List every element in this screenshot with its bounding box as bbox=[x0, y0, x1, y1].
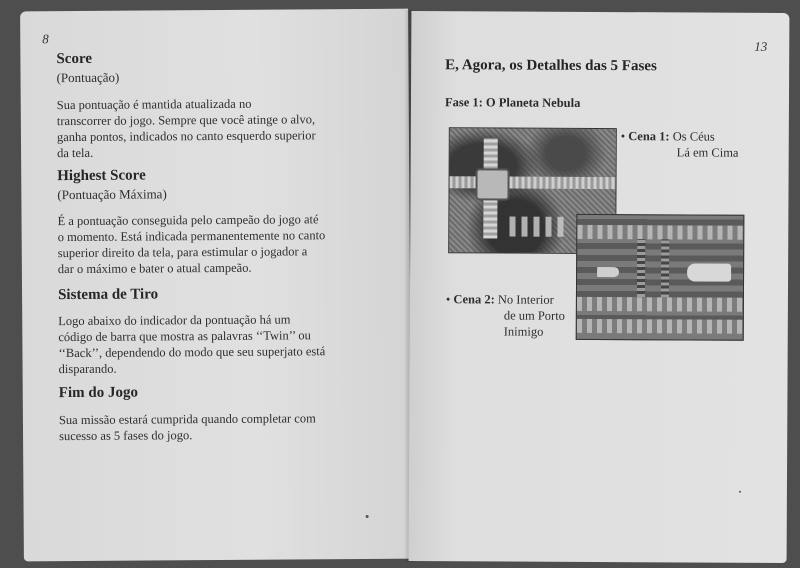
scene-text-line: No Interior bbox=[497, 292, 554, 307]
left-page bbox=[20, 9, 412, 562]
text-line: ganha pontos, indicados no canto esquerdo superior bbox=[56, 128, 316, 145]
paragraph-sistema-de-tiro bbox=[58, 311, 378, 377]
scene-text-line: de um Porto bbox=[503, 308, 565, 323]
scene-text-line: Lá em Cima bbox=[676, 145, 739, 160]
text-line: Sua missão estará cumprida quando completar com bbox=[58, 411, 316, 428]
section-title-sistema-de-tiro: Sistema de Tiro bbox=[58, 286, 159, 304]
paragraph-fim-do-jogo bbox=[59, 410, 379, 444]
screenshot-detail bbox=[637, 239, 645, 297]
paper-speck bbox=[739, 491, 741, 493]
scene-caption-1 bbox=[621, 128, 739, 161]
scene-caption-2 bbox=[446, 291, 565, 340]
screenshot-detail bbox=[577, 319, 743, 334]
text-line: transcorrer do jogo. Sempre que você atinge o alvo, bbox=[56, 112, 316, 129]
text-line: dar o máximo e bater o atual campeão. bbox=[57, 260, 252, 277]
page-number-right: 13 bbox=[754, 38, 768, 54]
screenshot-detail bbox=[475, 168, 509, 200]
paper-speck bbox=[366, 515, 369, 518]
scene-label: Cena 1: bbox=[628, 129, 670, 144]
scene-label: Cena 2: bbox=[453, 292, 495, 307]
bullet: • bbox=[620, 129, 626, 144]
screenshot-detail bbox=[509, 217, 569, 237]
section-subtitle-score: (Pontuação) bbox=[56, 69, 120, 86]
text-line: disparando. bbox=[58, 361, 117, 377]
section-title-highest-score: Highest Score bbox=[57, 167, 146, 185]
text-line: É a pontuação conseguida pelo campeão do jogo até bbox=[57, 212, 319, 229]
page-number-left: 8 bbox=[42, 31, 49, 47]
fase-title: Fase 1: O Planeta Nebula bbox=[444, 95, 581, 110]
text-line: ‘‘Back’’, dependendo do modo que seu superjato está bbox=[58, 344, 326, 361]
text-line: da tela. bbox=[57, 145, 94, 161]
section-title-fim-do-jogo: Fim do Jogo bbox=[58, 384, 138, 402]
right-page bbox=[409, 11, 790, 563]
screenshot-detail bbox=[661, 239, 669, 297]
screenshot-detail bbox=[687, 263, 731, 281]
text-line: superior direito da tela, para estimular o jogador a bbox=[57, 244, 308, 261]
phases-heading: E, Agora, os Detalhes das 5 Fases bbox=[445, 57, 657, 75]
screenshot-detail bbox=[577, 297, 743, 312]
text-line: Logo abaixo do indicador da pontuação há um bbox=[58, 312, 291, 329]
screenshot-detail bbox=[597, 267, 619, 277]
screenshot-detail bbox=[577, 225, 743, 240]
scene-text-line: Os Céus bbox=[672, 129, 715, 144]
text-line: Sua pontuação é mantida atualizada no bbox=[56, 96, 252, 113]
paragraph-score bbox=[57, 95, 377, 161]
section-title-score: Score bbox=[56, 50, 93, 68]
text-line: código de barra que mostra as palavras ‘‘Twin’’ ou bbox=[58, 328, 311, 345]
text-line: sucesso as 5 fases do jogo. bbox=[59, 428, 193, 444]
screenshot-detail bbox=[450, 176, 616, 189]
scene-text-line: Inimigo bbox=[503, 324, 544, 339]
section-subtitle-highest-score: (Pontuação Máxima) bbox=[57, 186, 167, 203]
game-screenshot-cena-2 bbox=[576, 214, 745, 341]
paragraph-highest-score bbox=[57, 211, 377, 277]
text-line: o momento. Está indicada permanentemente no canto bbox=[57, 228, 326, 245]
bullet: • bbox=[445, 292, 451, 307]
